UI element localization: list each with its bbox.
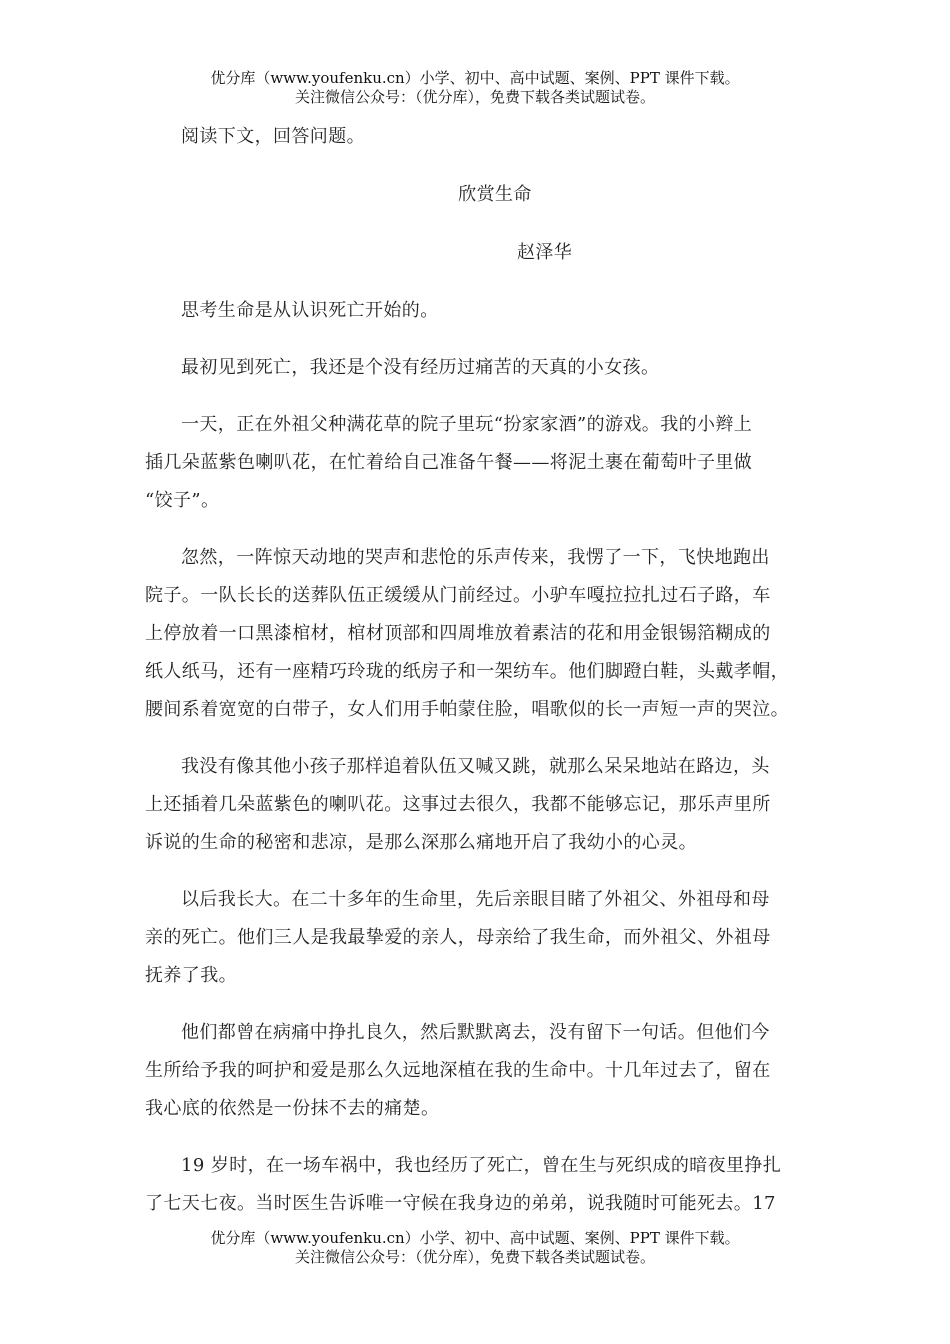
paragraph-line: 腰间系着宽宽的白带子，女人们用手帕蒙住脸，唱歌似的长一声短一声的哭泣。 [145, 699, 789, 720]
header-line-1: 优分库（www.youfenku.cn）小学、初中、高中试题、案例、PPT 课件下载。 [210, 69, 740, 87]
paragraph-8 [145, 1147, 805, 1223]
paragraph-line: 思考生命是从认识死亡开始的。 [181, 300, 439, 321]
paragraph-7 [145, 1014, 805, 1128]
paragraph-line: 抚养了我。 [145, 965, 237, 986]
paragraph-line: 他们都曾在病痛中挣扎良久，然后默默离去，没有留下一句话。但他们今 [181, 1022, 770, 1043]
paragraph-line: 亲的死亡。他们三人是我最挚爱的亲人，母亲给了我生命，而外祖父、外祖母 [145, 927, 771, 948]
paragraph-line: 诉说的生命的秘密和悲凉，是那么深那么痛地开启了我幼小的心灵。 [145, 832, 697, 853]
paragraph-line: 插几朵蓝紫色喇叭花，在忙着给自己准备午餐——将泥土裹在葡萄叶子里做 [145, 452, 753, 473]
paragraph-line: 我心底的依然是一份抹不去的痛楚。 [145, 1098, 440, 1119]
paragraph-line: 我没有像其他小孩子那样追着队伍又喊又跳，就那么呆呆地站在路边，头 [181, 756, 770, 777]
paragraph-line: 了七天七夜。当时医生告诉唯一守候在我身边的弟弟，说我随时可能死去。17 [145, 1193, 776, 1214]
paragraph-line: 上还插着几朵蓝紫色的喇叭花。这事过去很久，我都不能够忘记，那乐声里所 [145, 794, 771, 815]
article-title: 欣赏生命 [458, 184, 532, 205]
paragraph-line: 以后我长大。在二十多年的生命里，先后亲眼目睹了外祖父、外祖母和母 [181, 889, 770, 910]
document-body [145, 118, 805, 1223]
footer-line-1: 优分库（www.youfenku.cn）小学、初中、高中试题、案例、PPT 课件下载。 [210, 1229, 740, 1247]
instruction: 阅读下文，回答问题。 [181, 126, 365, 147]
paragraph-line: “饺子”。 [145, 490, 220, 511]
header-line-2: 关注微信公众号：（优分库），免费下载各类试题试卷。 [294, 88, 655, 106]
paragraph-5 [145, 748, 805, 862]
footer-banner [0, 1229, 950, 1267]
paragraph-line: 上停放着一口黑漆棺材，棺材顶部和四周堆放着素洁的花和用金银锡箔糊成的 [145, 623, 771, 644]
paragraph-line: 19 岁时，在一场车祸中，我也经历了死亡，曾在生与死织成的暗夜里挣扎 [181, 1155, 782, 1176]
paragraph-6 [145, 881, 805, 995]
paragraph-4 [145, 539, 805, 729]
footer-line-2: 关注微信公众号：（优分库），免费下载各类试题试卷。 [294, 1248, 655, 1266]
paragraph-line: 生所给予我的呵护和爱是那么久远地深植在我的生命中。十几年过去了，留在 [145, 1060, 771, 1081]
paragraph-line: 院子。一队长长的送葬队伍正缓缓从门前经过。小驴车嘎拉拉扎过石子路，车 [145, 585, 771, 606]
paragraph-line: 忽然，一阵惊天动地的哭声和悲怆的乐声传来，我愣了一下，飞快地跑出 [181, 547, 770, 568]
header-banner [0, 69, 950, 107]
paragraph-line: 最初见到死亡，我还是个没有经历过痛苦的天真的小女孩。 [181, 357, 660, 378]
paragraph-line: 纸人纸马，还有一座精巧玲珑的纸房子和一架纺车。他们脚蹬白鞋，头戴孝帽， [145, 661, 789, 682]
paragraph-line: 一天，正在外祖父种满花草的院子里玩“扮家家酒”的游戏。我的小辫上 [181, 414, 753, 435]
article-author: 赵泽华 [517, 242, 573, 263]
paragraph-1 [145, 292, 805, 330]
paragraph-3 [145, 406, 805, 520]
paragraph-2 [145, 349, 805, 387]
